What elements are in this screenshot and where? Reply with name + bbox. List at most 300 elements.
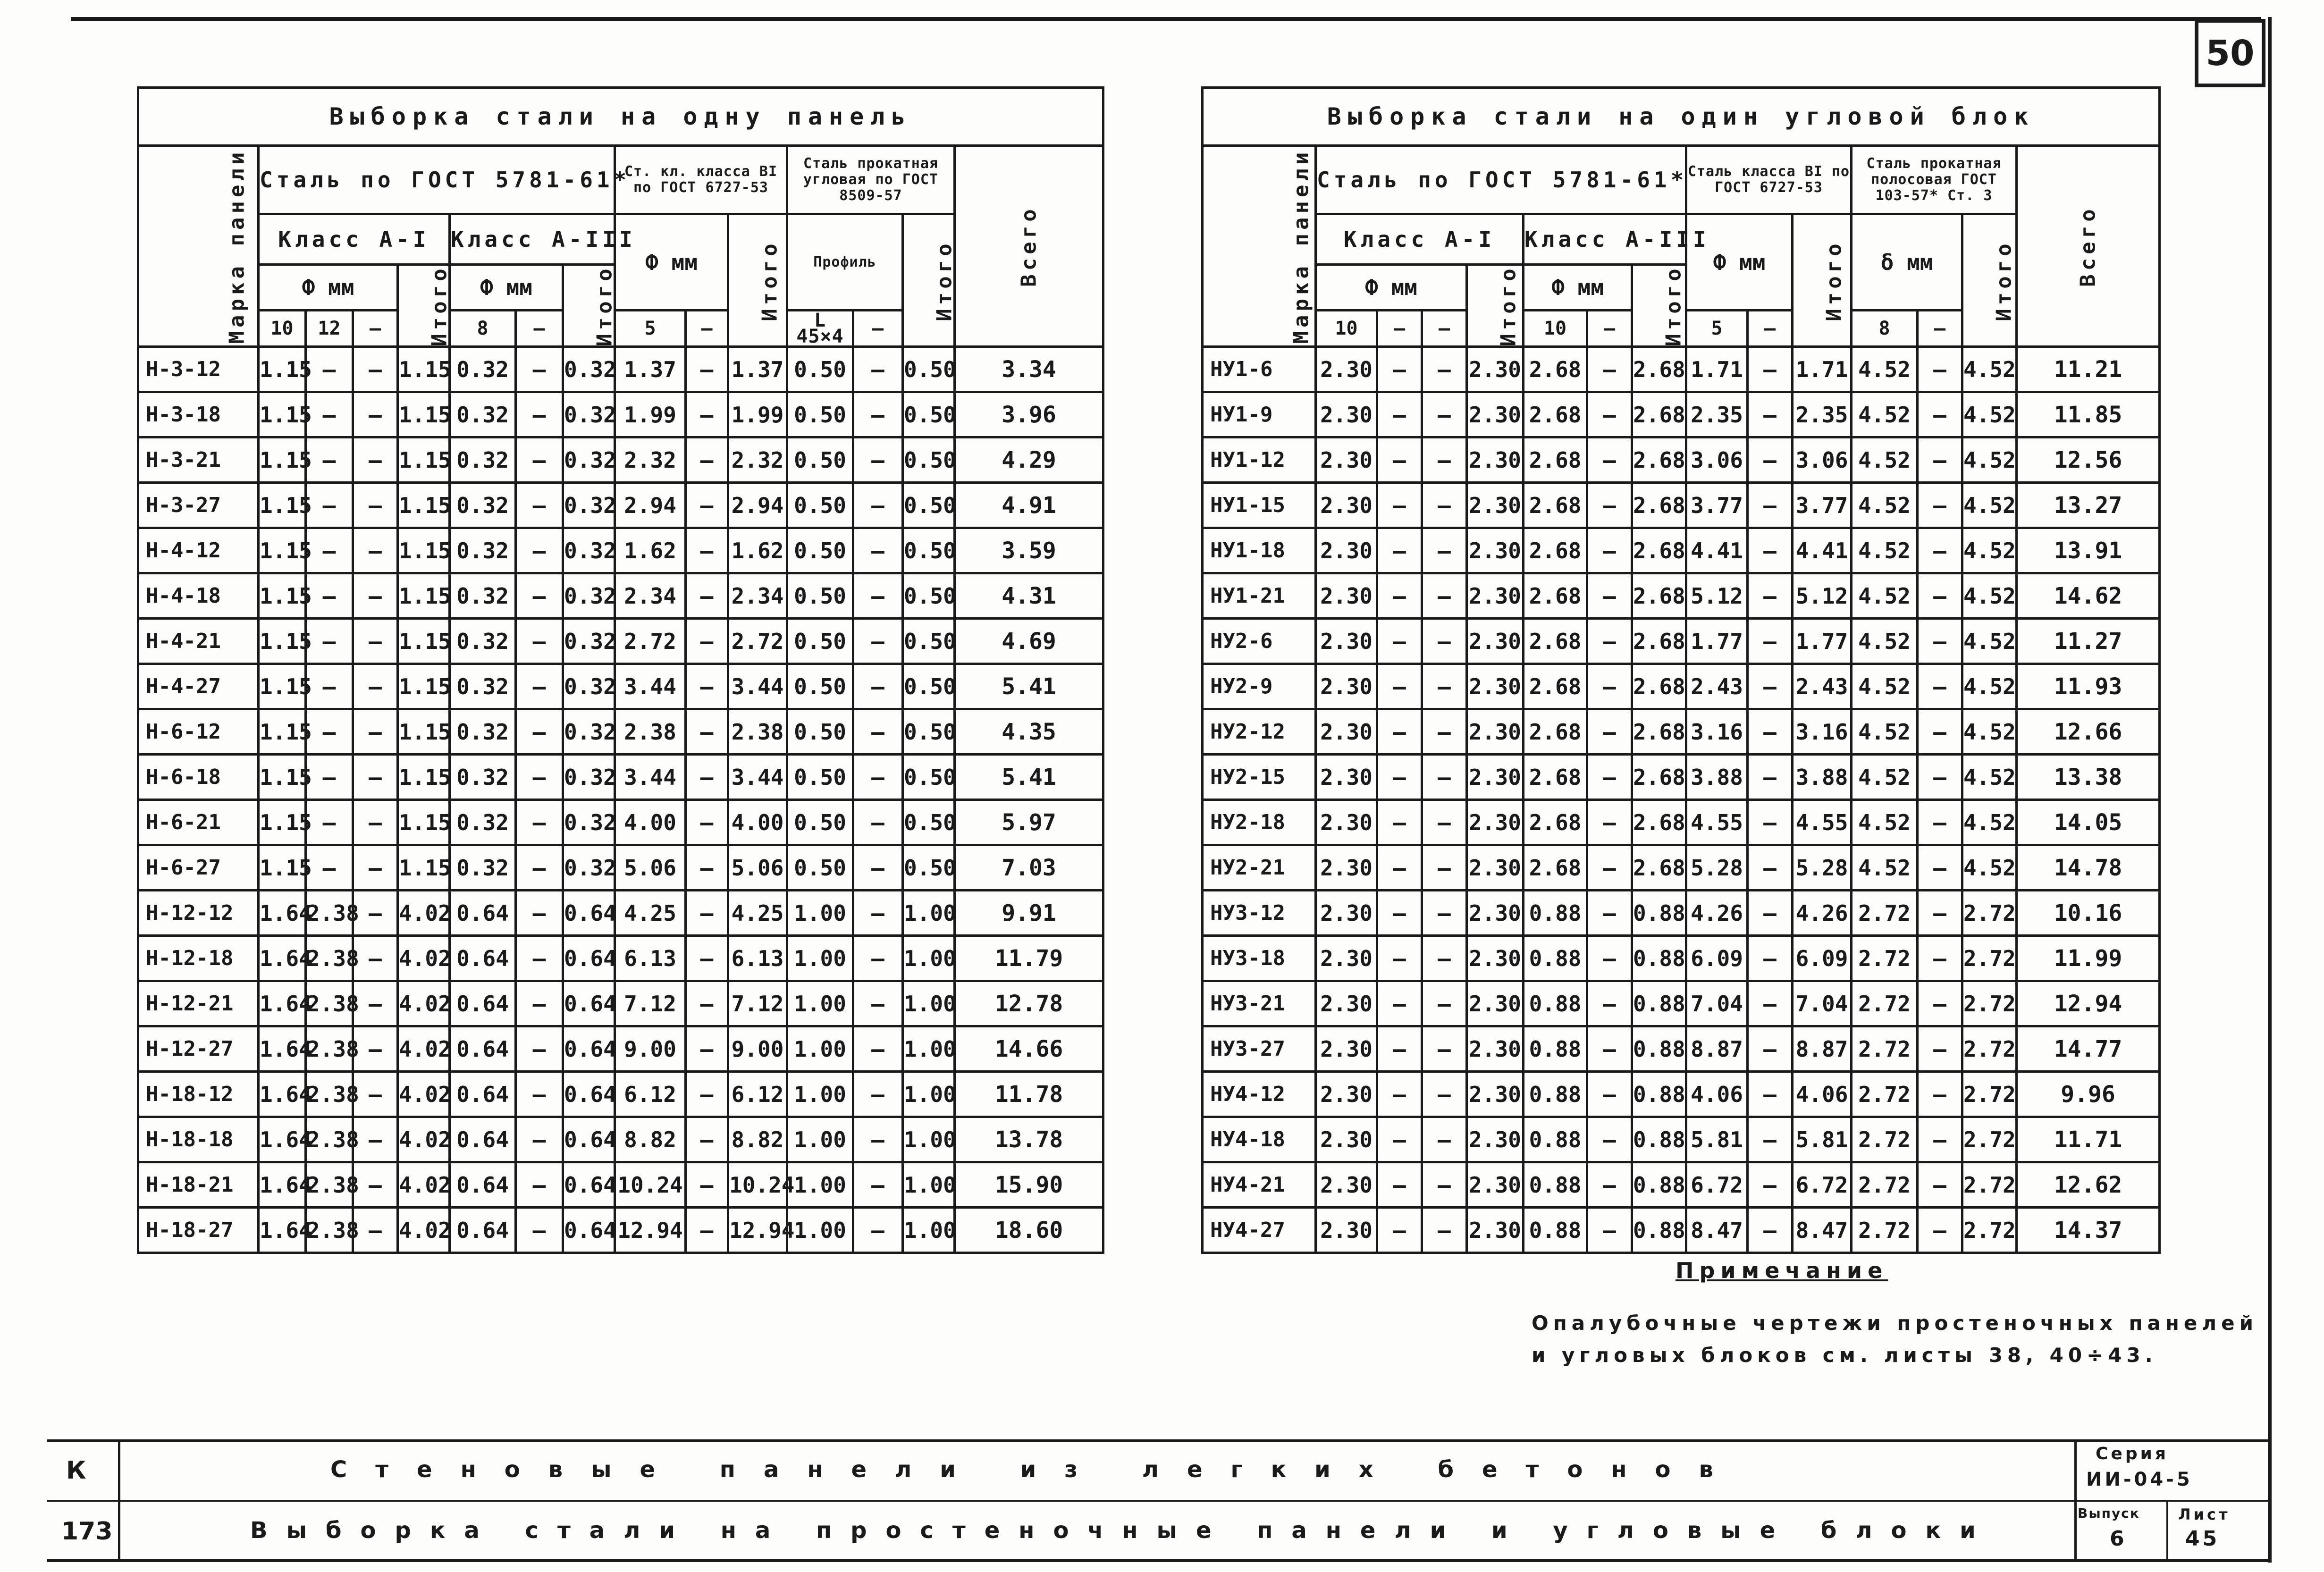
table-cell: 2.38 — [615, 709, 686, 755]
table-cell: — — [1422, 483, 1467, 528]
table-cell: 4.52 — [1962, 528, 2017, 573]
table-cell: — — [1587, 1162, 1632, 1208]
table-cell: — — [1587, 891, 1632, 936]
table-cell: — — [1587, 483, 1632, 528]
table-cell: — — [1422, 800, 1467, 845]
row-total: 4.69 — [955, 619, 1103, 664]
table-cell: 2.68 — [1632, 619, 1686, 664]
table-cell: 1.64 — [259, 981, 306, 1026]
table-cell: 1.00 — [787, 1208, 853, 1253]
row-total: 18.60 — [955, 1208, 1103, 1253]
table-cell: — — [516, 1026, 563, 1072]
table-cell: 4.52 — [1962, 619, 2017, 664]
table-cell: — — [1377, 709, 1422, 755]
table-cell: — — [1748, 800, 1793, 845]
table-cell: 2.30 — [1467, 437, 1524, 483]
row-mark: НУ2-12 — [1203, 709, 1316, 755]
table-cell: 4.02 — [398, 1117, 450, 1162]
table-cell: — — [516, 1208, 563, 1253]
table-cell: 0.32 — [450, 619, 516, 664]
table-cell: 2.30 — [1467, 1208, 1524, 1253]
table-row — [1203, 392, 2160, 437]
row-mark: Н-12-21 — [138, 981, 259, 1026]
header-dash: — — [686, 311, 728, 347]
table-cell: 4.52 — [1852, 619, 1918, 664]
table-cell: 4.55 — [1686, 800, 1748, 845]
table-cell: 2.32 — [728, 437, 787, 483]
table-cell: 2.72 — [1852, 1072, 1918, 1117]
table-cell: — — [853, 573, 903, 619]
header-dash: — — [516, 311, 563, 347]
row-total: 13.38 — [2017, 755, 2160, 800]
table-cell: 2.72 — [1852, 936, 1918, 981]
table-cell: 4.02 — [398, 936, 450, 981]
table-cell: 1.15 — [398, 619, 450, 664]
table-cell: 1.64 — [259, 1117, 306, 1162]
table-cell: — — [353, 1026, 398, 1072]
table-cell: 0.32 — [450, 528, 516, 573]
table-cell: 4.25 — [615, 891, 686, 936]
table-cell: 2.72 — [1962, 1208, 2017, 1253]
row-mark: НУ3-27 — [1203, 1026, 1316, 1072]
table-cell: 2.38 — [306, 1162, 353, 1208]
table-cell: 1.64 — [259, 936, 306, 981]
title-block-code-divider — [118, 1439, 120, 1562]
row-mark: НУ1-15 — [1203, 483, 1316, 528]
table-cell: 0.64 — [563, 1026, 615, 1072]
table-row — [138, 891, 1103, 936]
row-mark: НУ1-12 — [1203, 437, 1316, 483]
table-cell: 4.02 — [398, 1026, 450, 1072]
table-cell: — — [1918, 664, 1962, 709]
table-cell: 2.34 — [615, 573, 686, 619]
table-cell: 2.30 — [1316, 392, 1377, 437]
table-cell: 4.52 — [1962, 709, 2017, 755]
header-dash: — — [1587, 311, 1632, 347]
table-cell: 0.50 — [903, 573, 955, 619]
note-title: Примечание — [1676, 1258, 1888, 1283]
row-total: 9.96 — [2017, 1072, 2160, 1117]
table-cell: 6.12 — [615, 1072, 686, 1117]
header-rolled-itogo: Итого — [903, 214, 955, 347]
table-cell: — — [516, 981, 563, 1026]
row-total: 3.59 — [955, 528, 1103, 573]
table-cell: 1.15 — [398, 347, 450, 392]
header-gost-5781: Сталь по ГОСТ 5781-61* — [259, 146, 615, 214]
table-cell: — — [516, 891, 563, 936]
table-cell: 2.35 — [1686, 392, 1748, 437]
row-mark: НУ1-18 — [1203, 528, 1316, 573]
table-cell: 2.30 — [1467, 800, 1524, 845]
table-row — [138, 347, 1103, 392]
table-cell: — — [516, 483, 563, 528]
table-cell: 0.50 — [787, 347, 853, 392]
table-cell: 1.37 — [615, 347, 686, 392]
table-cell: 0.64 — [450, 1208, 516, 1253]
table-cell: 0.50 — [903, 845, 955, 891]
header-a3-phi: Ф мм — [1524, 265, 1632, 311]
table-cell: 2.68 — [1524, 528, 1587, 573]
table-cell: 0.50 — [903, 528, 955, 573]
table-cell: 1.00 — [787, 1072, 853, 1117]
table-cell: 6.72 — [1686, 1162, 1748, 1208]
table-cell: — — [1587, 528, 1632, 573]
table-cell: — — [1748, 981, 1793, 1026]
table-cell: 1.15 — [259, 483, 306, 528]
table-cell: 1.15 — [398, 845, 450, 891]
table-cell: 1.15 — [259, 437, 306, 483]
table-cell: — — [686, 528, 728, 573]
table-cell: — — [1422, 755, 1467, 800]
header-d12: 12 — [306, 311, 353, 347]
table-cell: — — [1918, 347, 1962, 392]
table-cell: — — [853, 981, 903, 1026]
table-cell: 1.64 — [259, 1072, 306, 1117]
row-mark: Н-6-18 — [138, 755, 259, 800]
table-cell: 0.32 — [563, 800, 615, 845]
table-cell: 1.15 — [259, 528, 306, 573]
table-cell: — — [1918, 891, 1962, 936]
header-mark: Марка панели — [138, 146, 259, 347]
table-cell: 2.30 — [1467, 1162, 1524, 1208]
table-cell: 0.88 — [1524, 1208, 1587, 1253]
table-cell: 1.00 — [903, 1117, 955, 1162]
table-row — [138, 800, 1103, 845]
table-cell: — — [1377, 891, 1422, 936]
table-cell: — — [353, 392, 398, 437]
table-row — [138, 936, 1103, 981]
table-cell: — — [686, 619, 728, 664]
table-cell: 1.00 — [787, 1026, 853, 1072]
table-cell: — — [1377, 1117, 1422, 1162]
table-cell: 4.52 — [1852, 709, 1918, 755]
table-cell: — — [516, 800, 563, 845]
table-cell: 0.50 — [903, 800, 955, 845]
row-mark: Н-18-21 — [138, 1162, 259, 1208]
table-cell: — — [516, 1162, 563, 1208]
table-cell: — — [1748, 1117, 1793, 1162]
table-row — [138, 845, 1103, 891]
table-cell: 2.30 — [1467, 347, 1524, 392]
table-cell: — — [353, 845, 398, 891]
table-cell: 1.00 — [903, 1072, 955, 1117]
table-cell: — — [853, 1072, 903, 1117]
table-cell: 0.88 — [1632, 891, 1686, 936]
row-mark: Н-12-12 — [138, 891, 259, 936]
table-cell: 2.68 — [1632, 845, 1686, 891]
table-cell: 0.88 — [1524, 936, 1587, 981]
table-cell: 2.38 — [306, 891, 353, 936]
header-bt-class: Сталь класса ВI по ГОСТ 6727-53 — [1686, 146, 1852, 214]
table-row — [138, 709, 1103, 755]
table-cell: 5.81 — [1686, 1117, 1748, 1162]
table-cell: — — [1748, 347, 1793, 392]
table-cell: — — [1422, 1117, 1467, 1162]
table-cell: 2.30 — [1316, 347, 1377, 392]
row-mark: Н-3-27 — [138, 483, 259, 528]
table-cell: 2.38 — [306, 936, 353, 981]
table-cell: — — [853, 1162, 903, 1208]
table-cell: 2.68 — [1524, 573, 1587, 619]
issue-value: 6 — [2110, 1527, 2127, 1551]
row-mark: НУ4-18 — [1203, 1117, 1316, 1162]
table-cell: 2.30 — [1467, 981, 1524, 1026]
table-cell: 8.47 — [1793, 1208, 1852, 1253]
table-cell: 0.64 — [563, 1117, 615, 1162]
table-cell: — — [1918, 528, 1962, 573]
table-cell: — — [1377, 981, 1422, 1026]
table-cell: 4.41 — [1793, 528, 1852, 573]
table-row — [1203, 1072, 2160, 1117]
table-cell: 4.26 — [1686, 891, 1748, 936]
table-cell: 4.52 — [1852, 483, 1918, 528]
table-cell: — — [853, 664, 903, 709]
table-cell: 0.50 — [787, 619, 853, 664]
table-cell: 0.32 — [563, 664, 615, 709]
table-cell: 9.00 — [615, 1026, 686, 1072]
header-d8: 8 — [1852, 311, 1918, 347]
table-cell: — — [853, 1208, 903, 1253]
row-total: 15.90 — [955, 1162, 1103, 1208]
table-cell: 1.37 — [728, 347, 787, 392]
header-a1-itogo: Итого — [398, 265, 450, 347]
title-block-row1: Стеновые панели из легких бетонов — [330, 1456, 1742, 1483]
table-cell: — — [1377, 664, 1422, 709]
table-cell: 4.52 — [1962, 392, 2017, 437]
table-cell: — — [853, 437, 903, 483]
table-cell: 4.52 — [1852, 800, 1918, 845]
table-cell: 0.50 — [787, 437, 853, 483]
table-cell: 0.88 — [1524, 1162, 1587, 1208]
table-cell: 7.04 — [1686, 981, 1748, 1026]
header-dash: — — [1377, 311, 1422, 347]
table-cell: 2.30 — [1316, 573, 1377, 619]
table-cell: 2.30 — [1467, 528, 1524, 573]
table-cell: 1.00 — [903, 936, 955, 981]
table-cell: 2.68 — [1632, 573, 1686, 619]
table-cell: 2.30 — [1467, 1026, 1524, 1072]
table-cell: 1.00 — [787, 1117, 853, 1162]
table-cell: — — [1587, 755, 1632, 800]
table-cell: 4.02 — [398, 1072, 450, 1117]
table-cell: 2.68 — [1524, 845, 1587, 891]
table-cell: — — [1422, 981, 1467, 1026]
table-cell: — — [353, 528, 398, 573]
table-cell: 2.30 — [1316, 891, 1377, 936]
table-cell: — — [306, 619, 353, 664]
table-cell: 1.64 — [259, 891, 306, 936]
table-cell: 2.43 — [1793, 664, 1852, 709]
header-dash: — — [1918, 311, 1962, 347]
table-cell: 2.38 — [306, 1026, 353, 1072]
table-cell: 1.62 — [728, 528, 787, 573]
table-cell: 2.68 — [1632, 347, 1686, 392]
header-dash: — — [1422, 311, 1467, 347]
header-d8: 8 — [450, 311, 516, 347]
table-cell: 0.88 — [1632, 936, 1686, 981]
table-cell: — — [1422, 437, 1467, 483]
table-cell: 3.88 — [1686, 755, 1748, 800]
table-cell: — — [1377, 1072, 1422, 1117]
table-cell: 0.32 — [450, 709, 516, 755]
table-cell: — — [1377, 392, 1422, 437]
table-cell: — — [853, 936, 903, 981]
table-cell: — — [1748, 936, 1793, 981]
title-block-row2: Выборка стали на простеночные панели и угловые блоки — [250, 1517, 1995, 1544]
table-cell: 2.30 — [1467, 619, 1524, 664]
table-cell: 1.15 — [259, 755, 306, 800]
table-cell: 2.72 — [1962, 1072, 2017, 1117]
table-cell: — — [353, 891, 398, 936]
table-cell: 1.00 — [903, 1208, 955, 1253]
table-cell: — — [1587, 1072, 1632, 1117]
table-cell: — — [686, 1208, 728, 1253]
table-cell: — — [1587, 347, 1632, 392]
row-total: 11.93 — [2017, 664, 2160, 709]
table-row — [1203, 891, 2160, 936]
table-cell: — — [1377, 573, 1422, 619]
title-block-sheet-divider — [2166, 1500, 2168, 1561]
header-class-a1: Класс А-I — [259, 214, 450, 265]
row-mark: Н-18-27 — [138, 1208, 259, 1253]
table-cell: 4.52 — [1962, 347, 2017, 392]
table-row — [138, 1208, 1103, 1253]
row-total: 3.96 — [955, 392, 1103, 437]
table-cell: — — [353, 981, 398, 1026]
table-cell: — — [1377, 437, 1422, 483]
table-cell: 4.02 — [398, 981, 450, 1026]
table-cell: 3.44 — [728, 755, 787, 800]
table-cell: 3.06 — [1793, 437, 1852, 483]
table-cell: 1.64 — [259, 1208, 306, 1253]
table-row — [138, 437, 1103, 483]
table-cell: — — [1748, 573, 1793, 619]
table-row — [138, 483, 1103, 528]
table-cell: 2.30 — [1467, 891, 1524, 936]
table-cell: 4.52 — [1962, 664, 2017, 709]
table-cell: — — [1918, 981, 1962, 1026]
header-dash: — — [1748, 311, 1793, 347]
table-row — [1203, 709, 2160, 755]
table-cell: — — [1587, 845, 1632, 891]
table-cell: 2.72 — [1852, 1162, 1918, 1208]
table-cell: 4.52 — [1852, 845, 1918, 891]
table-cell: 8.87 — [1686, 1026, 1748, 1072]
table-cell: 2.32 — [615, 437, 686, 483]
table-cell: 0.64 — [450, 1026, 516, 1072]
table-cell: 0.88 — [1524, 981, 1587, 1026]
table-cell: 2.35 — [1793, 392, 1852, 437]
table-cell: 2.68 — [1524, 483, 1587, 528]
table-cell: 2.72 — [615, 619, 686, 664]
table-cell: 2.30 — [1467, 392, 1524, 437]
table-cell: 4.52 — [1962, 483, 2017, 528]
table-cell: 2.68 — [1524, 800, 1587, 845]
table-cell: 0.64 — [563, 1208, 615, 1253]
table-cell: — — [686, 709, 728, 755]
table-cell: 7.12 — [615, 981, 686, 1026]
row-total: 10.16 — [2017, 891, 2160, 936]
table-cell: — — [1748, 709, 1793, 755]
table-cell: 1.15 — [259, 347, 306, 392]
table-cell: — — [1377, 1208, 1422, 1253]
table-cell: 1.71 — [1793, 347, 1852, 392]
row-mark: Н-12-27 — [138, 1026, 259, 1072]
row-mark: Н-3-18 — [138, 392, 259, 437]
table-cell: — — [1422, 1162, 1467, 1208]
table-cell: 2.30 — [1467, 709, 1524, 755]
row-total: 11.78 — [955, 1072, 1103, 1117]
row-total: 5.41 — [955, 664, 1103, 709]
table-cell: 7.12 — [728, 981, 787, 1026]
table-cell: 0.88 — [1524, 1117, 1587, 1162]
table-cell: 2.72 — [1962, 1162, 2017, 1208]
header-a3-phi: Ф мм — [450, 265, 563, 311]
table-cell: 2.30 — [1316, 936, 1377, 981]
table-cell: 6.72 — [1793, 1162, 1852, 1208]
header-mark: Марка панели — [1203, 146, 1316, 347]
table-cell: — — [1748, 1162, 1793, 1208]
table-cell: 0.64 — [563, 1162, 615, 1208]
table-cell: — — [853, 392, 903, 437]
table-cell: 2.72 — [1962, 936, 2017, 981]
header-class-a1: Класс А-I — [1316, 214, 1524, 265]
table-cell: 4.00 — [615, 800, 686, 845]
table-cell: 1.00 — [903, 1026, 955, 1072]
table-row — [138, 392, 1103, 437]
table-cell: 2.38 — [306, 1117, 353, 1162]
row-mark: Н-6-27 — [138, 845, 259, 891]
header-d5: 5 — [615, 311, 686, 347]
table-row — [138, 573, 1103, 619]
table-cell: 2.30 — [1467, 755, 1524, 800]
table-cell: — — [1748, 664, 1793, 709]
table-cell: 5.28 — [1686, 845, 1748, 891]
row-mark: Н-4-27 — [138, 664, 259, 709]
table-cell: — — [353, 664, 398, 709]
table-cell: 6.13 — [728, 936, 787, 981]
table-cell: — — [686, 800, 728, 845]
table-cell: — — [1918, 619, 1962, 664]
table-cell: 2.72 — [1852, 1208, 1918, 1253]
table-cell: — — [516, 755, 563, 800]
table-cell: — — [1422, 347, 1467, 392]
note-text: Опалубочные чертежи простеночных панелей и угловых блоков см. листы 38, 40÷43. — [1532, 1311, 2258, 1367]
table-cell: 1.00 — [903, 891, 955, 936]
row-total: 11.79 — [955, 936, 1103, 981]
table-cell: 3.16 — [1686, 709, 1748, 755]
table-cell: 2.94 — [615, 483, 686, 528]
table-cell: 2.38 — [306, 1208, 353, 1253]
table-cell: 0.32 — [450, 664, 516, 709]
row-mark: НУ2-18 — [1203, 800, 1316, 845]
title-block-top-line — [47, 1439, 2268, 1442]
table-row — [1203, 1208, 2160, 1253]
row-mark: НУ2-15 — [1203, 755, 1316, 800]
table-cell: — — [1918, 1208, 1962, 1253]
table-cell: 2.30 — [1467, 483, 1524, 528]
table-cell: 0.32 — [450, 755, 516, 800]
row-mark: НУ3-18 — [1203, 936, 1316, 981]
row-mark: Н-4-12 — [138, 528, 259, 573]
header-a1-phi: Ф мм — [1316, 265, 1467, 311]
row-total: 14.62 — [2017, 573, 2160, 619]
row-mark: НУ4-21 — [1203, 1162, 1316, 1208]
table-cell: 3.77 — [1686, 483, 1748, 528]
table-cell: — — [686, 1072, 728, 1117]
table-cell: — — [1587, 936, 1632, 981]
table-cell: 2.30 — [1316, 528, 1377, 573]
